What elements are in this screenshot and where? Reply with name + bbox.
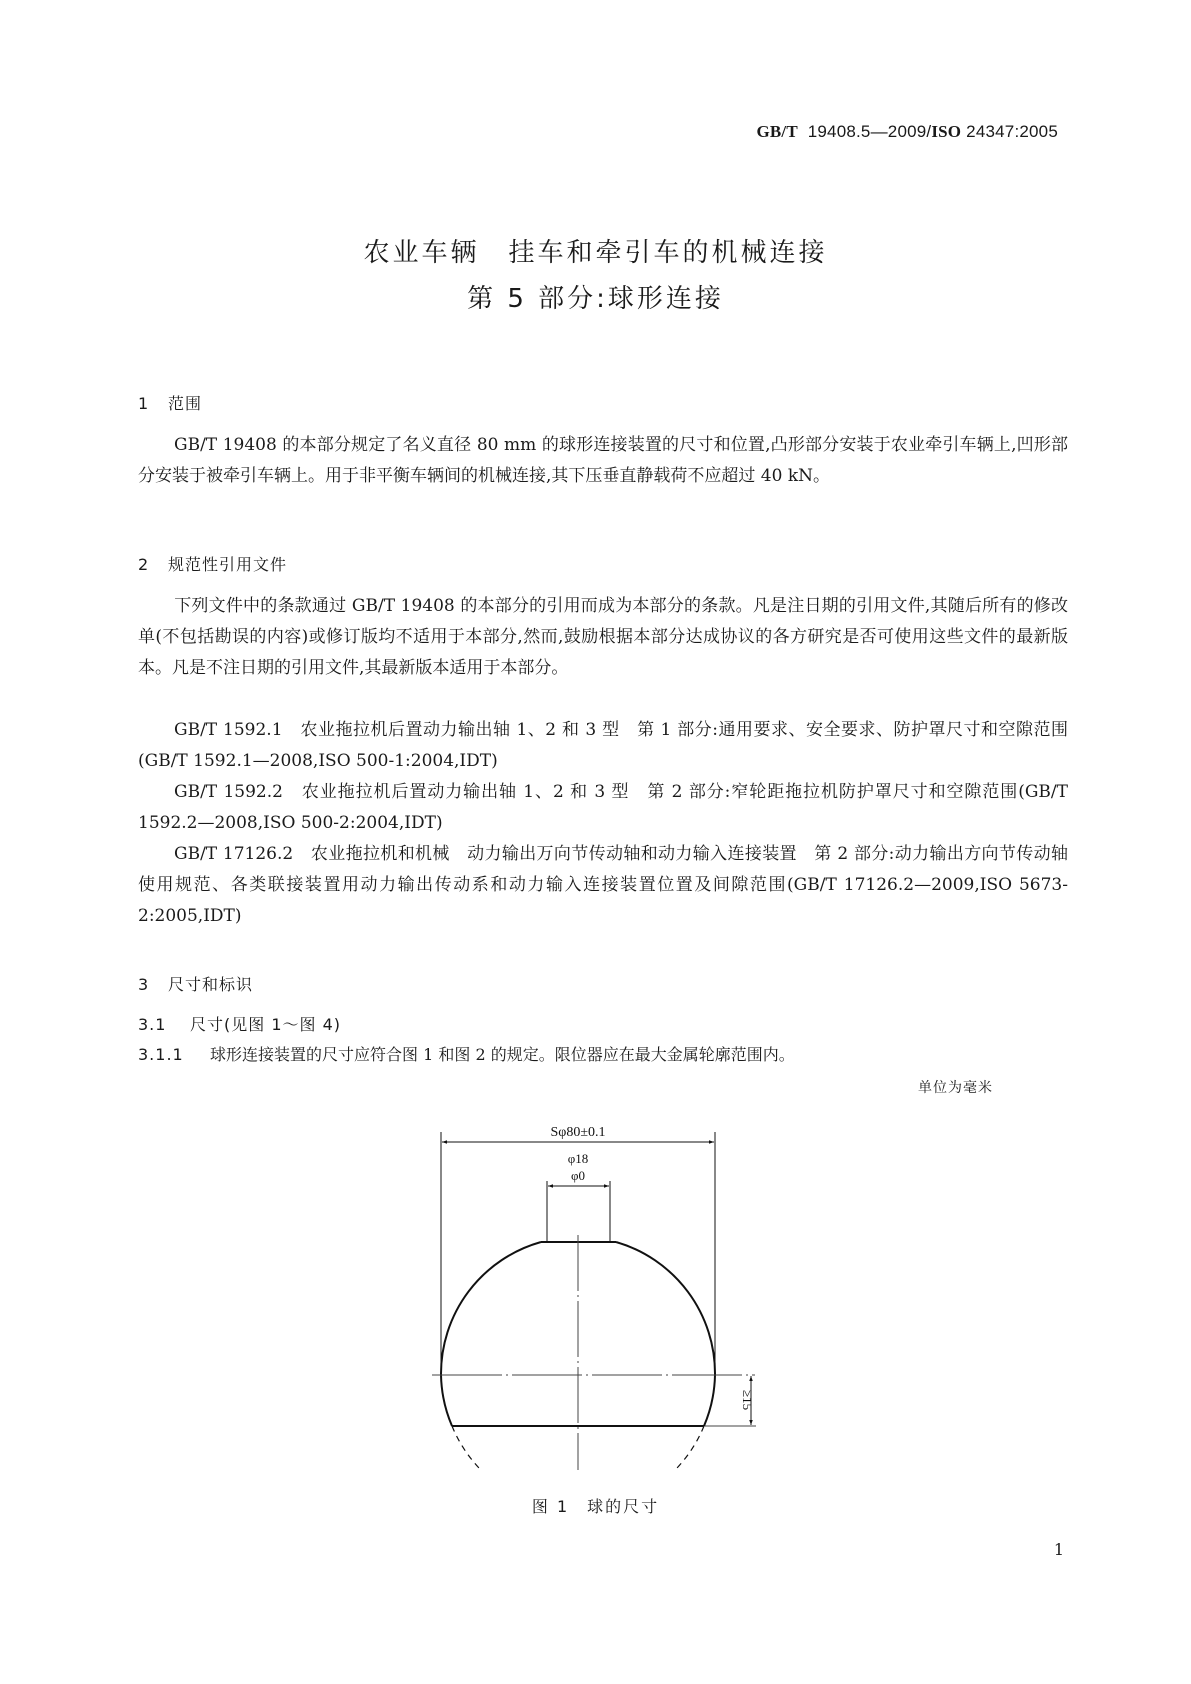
- paragraph-text: 下列文件中的条款通过 GB/T 19408 的本部分的引用而成为本部分的条款。凡是注日期的引用文件,其随后所有的修改单(不包括勘误的内容)或修订版均不适用于本部分,然而,鼓励根据本部分达成协议的各方研究是否可使用这些文件的最新版本。凡是不注日期的引用文件,其最新版本适用于本部分。: [138, 596, 1068, 678]
- section-number: 3: [138, 975, 150, 994]
- min-height-label: ≥15: [740, 1389, 755, 1411]
- section-number: 1: [138, 394, 150, 413]
- std-prefix: GB/T: [756, 122, 798, 141]
- section-title: 尺寸和标识: [168, 975, 254, 994]
- figure-caption: 图 1 球的尺寸: [531, 1497, 660, 1516]
- ball-diameter-label: Sφ80±0.1: [550, 1125, 606, 1140]
- unit-note: 单位为毫米: [918, 1080, 993, 1096]
- clause-text: 球形连接装置的尺寸应符合图 1 和图 2 的规定。限位器应在最大金属轮廓范围内。: [210, 1045, 795, 1064]
- std-number: 19408.5—2009/: [807, 122, 932, 141]
- neck-diameter-upper-label: φ18: [567, 1151, 589, 1166]
- reference-text: GB/T 17126.2 农业拖拉机和机械 动力输出万向节传动轴和动力输入连接装置 第 2 部分:动力输出方向节传动轴使用规范、各类联接装置用动力输出传动系和动力输入连接装置位置及间隙范围(GB/T 17126.2—2009,ISO 5673-2:2005,IDT): [138, 844, 1068, 926]
- section-title: 范围: [168, 394, 203, 413]
- title-line-2: 第 5 部分:球形连接: [467, 284, 724, 314]
- neck-diameter-lower-label: φ0: [570, 1168, 586, 1183]
- iso-prefix: ISO: [931, 122, 962, 141]
- reference-text: GB/T 1592.2 农业拖拉机后置动力输出轴 1、2 和 3 型 第 2 部分:窄轮距拖拉机防护罩尺寸和空隙范围(GB/T 1592.2—2008,ISO 500-2:2004,IDT): [138, 782, 1068, 833]
- subsection-title: 尺寸(见图 1～图 4): [190, 1015, 342, 1034]
- paragraph-text: GB/T 19408 的本部分规定了名义直径 80 mm 的球形连接装置的尺寸和位置,凸形部分安装于农业牵引车辆上,凹形部分安装于被牵引车辆上。用于非平衡车辆间的机械连接,其下压垂直静载荷不应超过 40 kN。: [138, 435, 1068, 486]
- title-line-1: 农业车辆 挂车和牵引车的机械连接: [363, 238, 828, 268]
- section-number: 2: [138, 555, 150, 574]
- reference-text: GB/T 1592.1 农业拖拉机后置动力输出轴 1、2 和 3 型 第 1 部分:通用要求、安全要求、防护罩尺寸和空隙范围(GB/T 1592.1—2008,ISO 500-1:2004,IDT): [138, 720, 1068, 771]
- iso-number: 24347:2005: [966, 122, 1058, 141]
- subsection-number: 3.1: [138, 1015, 167, 1034]
- section-title: 规范性引用文件: [168, 555, 288, 574]
- page-number: 1: [1053, 1540, 1064, 1559]
- clause-number: 3.1.1: [138, 1045, 184, 1064]
